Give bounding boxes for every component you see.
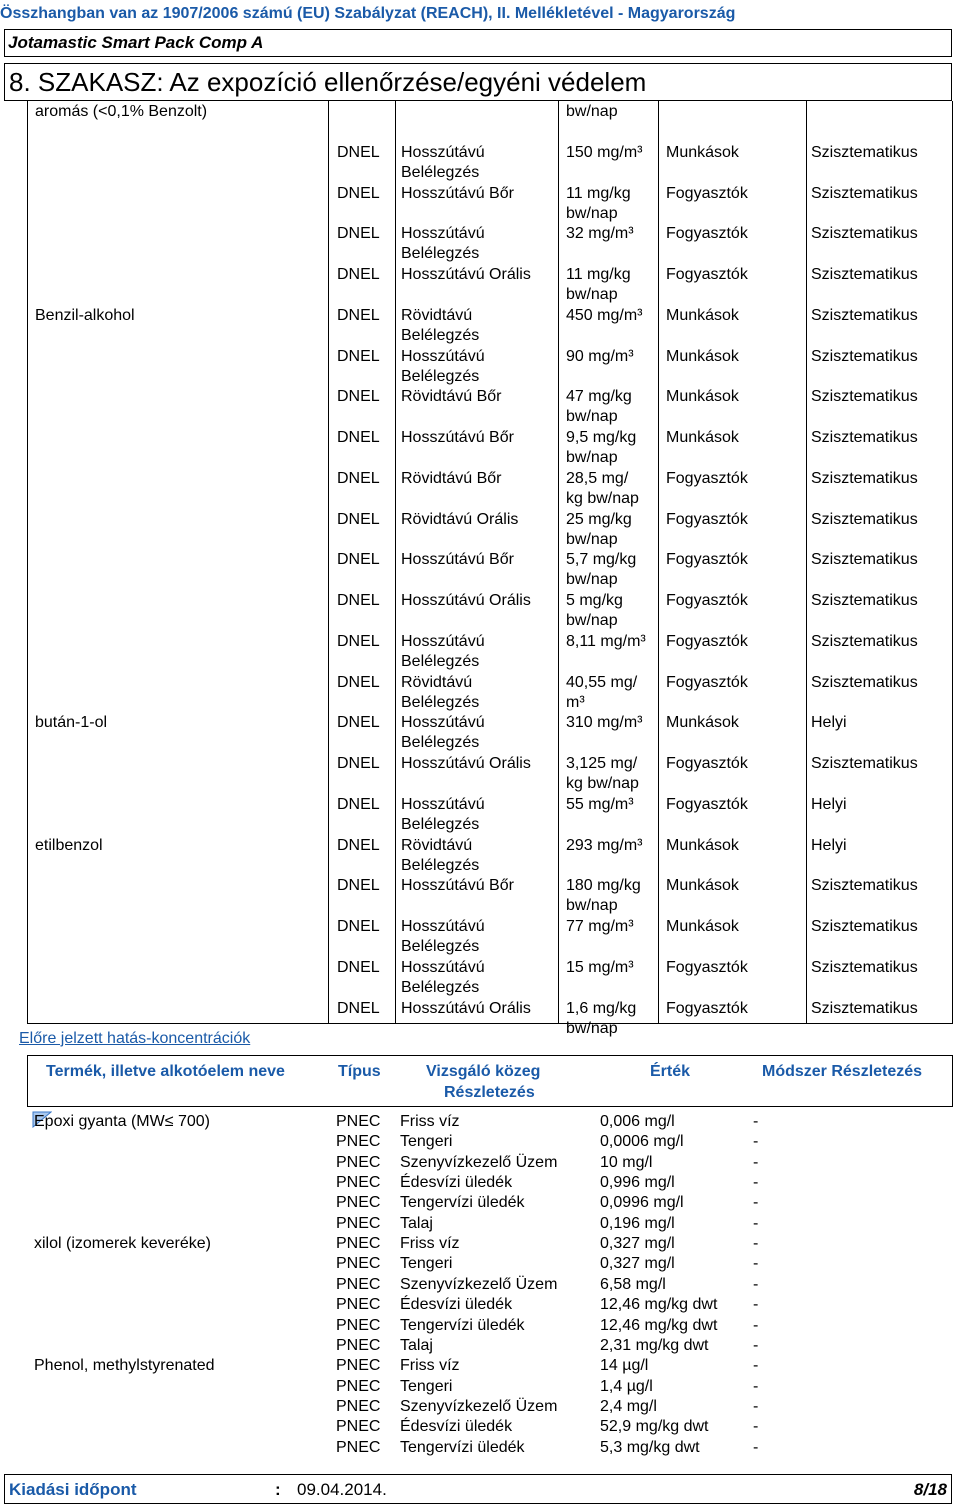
dnel-effect: Szisztematikus: [811, 551, 918, 569]
pnec-table-header: [27, 1055, 953, 1107]
pnec-medium: Tengeri: [400, 1133, 453, 1151]
dnel-effect: Szisztematikus: [811, 592, 918, 609]
pnec-value: 5,3 mg/kg dwt: [600, 1438, 700, 1456]
dnel-type: DNEL: [337, 347, 380, 365]
dnel-type: DNEL: [337, 755, 380, 772]
pnec-value: 1,4 µg/l: [600, 1377, 653, 1395]
pnec-type: PNEC: [336, 1235, 381, 1253]
dnel-type: DNEL: [337, 510, 380, 528]
dnel-value-unit: bw/nap: [566, 408, 618, 426]
pnec-header-medium: Vizsgáló közeg: [426, 1063, 541, 1080]
pnec-value: 6,58 mg/l: [600, 1275, 666, 1293]
dnel-effect: Szisztematikus: [811, 632, 918, 650]
dnel-value: 32 mg/m³: [566, 225, 634, 243]
pnec-type: PNEC: [336, 1133, 381, 1151]
dnel-exposure: Hosszútávú: [401, 347, 485, 365]
dnel-population: Fogyasztók: [666, 632, 748, 650]
dnel-value-unit: kg bw/nap: [566, 775, 639, 792]
dnel-type: DNEL: [337, 673, 380, 691]
dnel-value: 55 mg/m³: [566, 795, 634, 813]
dnel-value: 150 mg/m³: [566, 143, 643, 161]
pnec-header-value: Érték: [650, 1063, 691, 1080]
dnel-effect: Szisztematikus: [811, 429, 918, 446]
dnel-population: Munkások: [666, 306, 739, 324]
dnel-population: Fogyasztók: [666, 225, 748, 243]
dnel-type: DNEL: [337, 592, 380, 609]
pnec-substance-name: Phenol, methylstyrenated: [34, 1357, 215, 1375]
pnec-medium: Friss víz: [400, 1357, 460, 1375]
pnec-medium: Friss víz: [400, 1235, 460, 1253]
dnel-exposure-route: Belélegzés: [401, 938, 480, 955]
dnel-type: DNEL: [337, 918, 380, 935]
pnec-method: -: [753, 1174, 759, 1192]
dnel-type: DNEL: [337, 714, 380, 732]
pnec-method: -: [753, 1214, 759, 1232]
dnel-value: 15 mg/m³: [566, 958, 634, 976]
dnel-exposure: Hosszútávú: [401, 714, 485, 732]
dnel-value: 180 mg/kg: [566, 877, 641, 895]
dnel-type: DNEL: [337, 551, 380, 569]
dnel-value: 28,5 mg/: [566, 469, 629, 487]
dnel-type: DNEL: [337, 958, 380, 976]
regulation-header: Összhangban van az 1907/2006 számú (EU) Szabályzat (REACH), II. Mellékletével - Magyarország: [0, 5, 736, 22]
pnec-type: PNEC: [336, 1296, 381, 1314]
dnel-exposure-route: Belélegzés: [401, 815, 480, 833]
pnec-substance-name: Epoxi gyanta (MW≤ 700): [34, 1113, 210, 1130]
pnec-medium: Tengeri: [400, 1377, 453, 1395]
dnel-value: bw/nap: [566, 103, 618, 120]
dnel-type: DNEL: [337, 877, 380, 895]
dnel-exposure: Hosszútávú: [401, 143, 485, 161]
dnel-value: 25 mg/kg: [566, 510, 632, 528]
dnel-value-unit: kg bw/nap: [566, 489, 639, 507]
pnec-medium: Édesvízi üledék: [400, 1174, 513, 1192]
dnel-population: Munkások: [666, 918, 739, 935]
dnel-effect: Szisztematikus: [811, 143, 918, 161]
dnel-value-unit: bw/nap: [566, 286, 618, 303]
dnel-effect: Szisztematikus: [811, 184, 918, 202]
dnel-exposure-route: Belélegzés: [401, 367, 480, 385]
dnel-exposure: Hosszútávú: [401, 632, 485, 650]
pnec-medium: Talaj: [400, 1214, 433, 1232]
pnec-medium: Édesvízi üledék: [400, 1418, 513, 1436]
dnel-column-divider: [395, 101, 396, 1023]
dnel-value-unit: bw/nap: [566, 571, 618, 589]
dnel-exposure: Hosszútávú Bőr: [401, 429, 514, 446]
dnel-effect: Szisztematikus: [811, 958, 918, 976]
pnec-value: 0,0996 mg/l: [600, 1194, 684, 1212]
dnel-effect: Szisztematikus: [811, 510, 918, 528]
dnel-exposure: Hosszútávú Orális: [401, 755, 531, 772]
pnec-method: -: [753, 1438, 759, 1456]
dnel-effect: Szisztematikus: [811, 877, 918, 895]
dnel-value: 77 mg/m³: [566, 918, 634, 935]
pnec-value: 0,996 mg/l: [600, 1174, 675, 1192]
dnel-type: DNEL: [337, 225, 380, 243]
pnec-type: PNEC: [336, 1377, 381, 1395]
dnel-exposure: Rövidtávú Bőr: [401, 469, 502, 487]
dnel-exposure: Hosszútávú: [401, 795, 485, 813]
pnec-type: PNEC: [336, 1153, 381, 1171]
dnel-population: Fogyasztók: [666, 469, 748, 487]
pnec-medium: Tengeri: [400, 1255, 453, 1273]
dnel-population: Fogyasztók: [666, 999, 748, 1017]
dnel-value: 450 mg/m³: [566, 306, 643, 324]
pnec-medium: Szenyvízkezelő Üzem: [400, 1153, 558, 1171]
dnel-column-divider: [558, 101, 559, 1023]
pnec-header-product: Termék, illetve alkotóelem neve: [46, 1063, 285, 1080]
pnec-header-medium-detail: Részletezés: [444, 1084, 535, 1101]
dnel-exposure: Rövidtávú Orális: [401, 510, 519, 528]
dnel-population: Fogyasztók: [666, 184, 748, 202]
pnec-medium: Tengervízi üledék: [400, 1194, 525, 1212]
dnel-exposure: Rövidtávú: [401, 306, 473, 324]
dnel-substance-name: etilbenzol: [35, 836, 103, 854]
dnel-exposure: Rövidtávú: [401, 673, 473, 691]
issue-date-label: Kiadási időpont: [9, 1480, 137, 1499]
pnec-header-type: Típus: [338, 1063, 381, 1080]
dnel-table: [27, 101, 953, 1037]
dnel-type: DNEL: [337, 836, 380, 854]
pnec-medium: Tengervízi üledék: [400, 1438, 525, 1456]
dnel-substance-name: aromás (<0,1% Benzolt): [35, 103, 208, 120]
dnel-value-unit: bw/nap: [566, 204, 618, 222]
dnel-population: Fogyasztók: [666, 592, 748, 609]
dnel-value: 293 mg/m³: [566, 836, 643, 854]
pnec-value: 14 µg/l: [600, 1357, 649, 1375]
dnel-population: Munkások: [666, 143, 739, 161]
dnel-type: DNEL: [337, 469, 380, 487]
dnel-type: DNEL: [337, 795, 380, 813]
pnec-method: -: [753, 1418, 759, 1436]
pnec-method: -: [753, 1397, 759, 1415]
dnel-value: 5 mg/kg: [566, 592, 623, 609]
pnec-type: PNEC: [336, 1174, 381, 1192]
dnel-exposure: Hosszútávú Orális: [401, 999, 531, 1017]
dnel-exposure: Hosszútávú: [401, 958, 485, 976]
pnec-method: -: [753, 1377, 759, 1395]
dnel-value-unit: bw/nap: [566, 530, 618, 548]
dnel-exposure-route: Belélegzés: [401, 856, 480, 874]
issue-date-value: 09.04.2014.: [297, 1480, 387, 1499]
dnel-population: Munkások: [666, 714, 739, 732]
pnec-type: PNEC: [336, 1214, 381, 1232]
pnec-method: -: [753, 1296, 759, 1314]
dnel-exposure-route: Belélegzés: [401, 163, 480, 181]
dnel-effect: Szisztematikus: [811, 225, 918, 243]
dnel-value-unit: bw/nap: [566, 1019, 618, 1037]
pnec-value: 0,327 mg/l: [600, 1235, 675, 1253]
pnec-medium: Édesvízi üledék: [400, 1296, 513, 1314]
dnel-effect: Szisztematikus: [811, 306, 918, 324]
dnel-value-unit: bw/nap: [566, 449, 618, 466]
dnel-population: Fogyasztók: [666, 795, 748, 813]
pnec-value: 2,4 mg/l: [600, 1397, 657, 1415]
pnec-value: 12,46 mg/kg dwt: [600, 1296, 718, 1314]
section-title-box: [4, 63, 952, 101]
pnec-type: PNEC: [336, 1418, 381, 1436]
pnec-section-title: Előre jelzett hatás-koncentrációk: [19, 1030, 251, 1047]
dnel-type: DNEL: [337, 306, 380, 324]
pnec-method: -: [753, 1235, 759, 1253]
pnec-type: PNEC: [336, 1438, 381, 1456]
dnel-value: 90 mg/m³: [566, 347, 634, 365]
pnec-value: 10 mg/l: [600, 1153, 653, 1171]
pnec-method: -: [753, 1336, 759, 1354]
dnel-type: DNEL: [337, 388, 380, 406]
dnel-exposure: Hosszútávú: [401, 225, 485, 243]
pnec-method: -: [753, 1113, 759, 1130]
pnec-value: 0,327 mg/l: [600, 1255, 675, 1273]
dnel-exposure-route: Belélegzés: [401, 978, 480, 996]
dnel-type: DNEL: [337, 632, 380, 650]
dnel-value: 9,5 mg/kg: [566, 429, 637, 446]
dnel-type: DNEL: [337, 184, 380, 202]
dnel-value: 47 mg/kg: [566, 388, 632, 406]
dnel-exposure-route: Belélegzés: [401, 734, 480, 752]
pnec-type: PNEC: [336, 1255, 381, 1273]
dnel-value-unit: bw/nap: [566, 897, 618, 915]
pnec-value: 0,0006 mg/l: [600, 1133, 684, 1151]
dnel-population: Fogyasztók: [666, 755, 748, 772]
pnec-medium: Tengervízi üledék: [400, 1316, 525, 1334]
pnec-value: 52,9 mg/kg dwt: [600, 1418, 709, 1436]
dnel-value: 5,7 mg/kg: [566, 551, 637, 569]
dnel-value: 310 mg/m³: [566, 714, 643, 732]
pnec-value: 0,006 mg/l: [600, 1113, 675, 1130]
dnel-effect: Szisztematikus: [811, 347, 918, 365]
dnel-exposure: Hosszútávú Orális: [401, 592, 531, 609]
dnel-population: Fogyasztók: [666, 673, 748, 691]
pnec-substance-name: xilol (izomerek keveréke): [34, 1235, 211, 1253]
pnec-method: -: [753, 1194, 759, 1212]
page-number: 8/18: [913, 1480, 947, 1499]
section-title: 8. SZAKASZ: Az expozíció ellenőrzése/egyéni védelem: [9, 67, 647, 97]
dnel-effect: Szisztematikus: [811, 469, 918, 487]
dnel-effect: Szisztematikus: [811, 388, 918, 406]
pnec-medium: Szenyvízkezelő Üzem: [400, 1397, 558, 1415]
dnel-exposure: Hosszútávú: [401, 918, 485, 935]
dnel-population: Fogyasztók: [666, 958, 748, 976]
dnel-effect: Szisztematikus: [811, 755, 918, 772]
dnel-effect: Szisztematikus: [811, 999, 918, 1017]
pnec-type: PNEC: [336, 1336, 381, 1354]
pnec-type: PNEC: [336, 1113, 381, 1130]
product-name: Jotamastic Smart Pack Comp A: [8, 33, 264, 52]
issue-date-colon: :: [275, 1480, 281, 1499]
dnel-value: 11 mg/kg: [566, 266, 631, 283]
dnel-exposure: Hosszútávú Bőr: [401, 184, 514, 202]
dnel-exposure-route: Belélegzés: [401, 652, 480, 670]
pnec-medium: Talaj: [400, 1336, 433, 1354]
dnel-exposure-route: Belélegzés: [401, 245, 480, 263]
dnel-effect: Szisztematikus: [811, 673, 918, 691]
dnel-column-divider: [328, 101, 329, 1023]
dnel-value: 11 mg/kg: [566, 184, 631, 202]
dnel-column-divider: [658, 101, 659, 1023]
dnel-value: 8,11 mg/m³: [566, 632, 646, 650]
pnec-medium: Friss víz: [400, 1113, 460, 1130]
dnel-type: DNEL: [337, 143, 380, 161]
dnel-exposure-route: Belélegzés: [401, 326, 480, 344]
dnel-effect: Szisztematikus: [811, 918, 918, 935]
dnel-substance-name: bután-1-ol: [35, 714, 108, 732]
pnec-method: -: [753, 1133, 759, 1151]
dnel-exposure: Hosszútávú Orális: [401, 266, 531, 283]
dnel-effect: Szisztematikus: [811, 266, 918, 283]
dnel-population: Munkások: [666, 877, 739, 895]
pnec-type: PNEC: [336, 1357, 381, 1375]
dnel-population: Fogyasztók: [666, 510, 748, 528]
dnel-effect: Helyi: [811, 714, 847, 732]
pnec-method: -: [753, 1275, 759, 1293]
pnec-method: -: [753, 1153, 759, 1171]
dnel-population: Munkások: [666, 347, 739, 365]
dnel-effect: Helyi: [811, 795, 847, 813]
pnec-method: -: [753, 1357, 759, 1375]
dnel-exposure: Hosszútávú Bőr: [401, 551, 514, 569]
dnel-column-divider: [806, 101, 807, 1023]
dnel-value-unit: bw/nap: [566, 612, 618, 629]
pnec-type: PNEC: [336, 1316, 381, 1334]
dnel-substance-name: Benzil-alkohol: [35, 306, 135, 324]
pnec-value: 0,196 mg/l: [600, 1214, 675, 1232]
pnec-type: PNEC: [336, 1194, 381, 1212]
product-name-box: [4, 29, 952, 57]
dnel-type: DNEL: [337, 429, 380, 446]
pnec-method: -: [753, 1255, 759, 1273]
dnel-value: 40,55 mg/: [566, 673, 638, 691]
dnel-type: DNEL: [337, 999, 380, 1017]
pnec-medium: Szenyvízkezelő Üzem: [400, 1275, 558, 1293]
dnel-population: Fogyasztók: [666, 551, 748, 569]
dnel-type: DNEL: [337, 266, 380, 283]
dnel-exposure: Rövidtávú Bőr: [401, 388, 502, 406]
pnec-value: 12,46 mg/kg dwt: [600, 1316, 718, 1334]
dnel-population: Munkások: [666, 429, 739, 446]
pnec-value: 2,31 mg/kg dwt: [600, 1336, 709, 1354]
dnel-value-unit: m³: [566, 693, 585, 711]
dnel-value: 1,6 mg/kg: [566, 999, 637, 1017]
pnec-type: PNEC: [336, 1397, 381, 1415]
dnel-effect: Helyi: [811, 836, 847, 854]
dnel-exposure: Hosszútávú Bőr: [401, 877, 514, 895]
dnel-exposure-route: Belélegzés: [401, 693, 480, 711]
pnec-method: -: [753, 1316, 759, 1334]
dnel-value: 3,125 mg/: [566, 755, 638, 772]
dnel-exposure: Rövidtávú: [401, 836, 473, 854]
footer: [4, 1474, 952, 1504]
dnel-population: Munkások: [666, 388, 739, 406]
pnec-header-method: Módszer Részletezés: [762, 1063, 923, 1080]
pnec-type: PNEC: [336, 1275, 381, 1293]
dnel-population: Fogyasztók: [666, 266, 748, 283]
dnel-population: Munkások: [666, 836, 739, 854]
